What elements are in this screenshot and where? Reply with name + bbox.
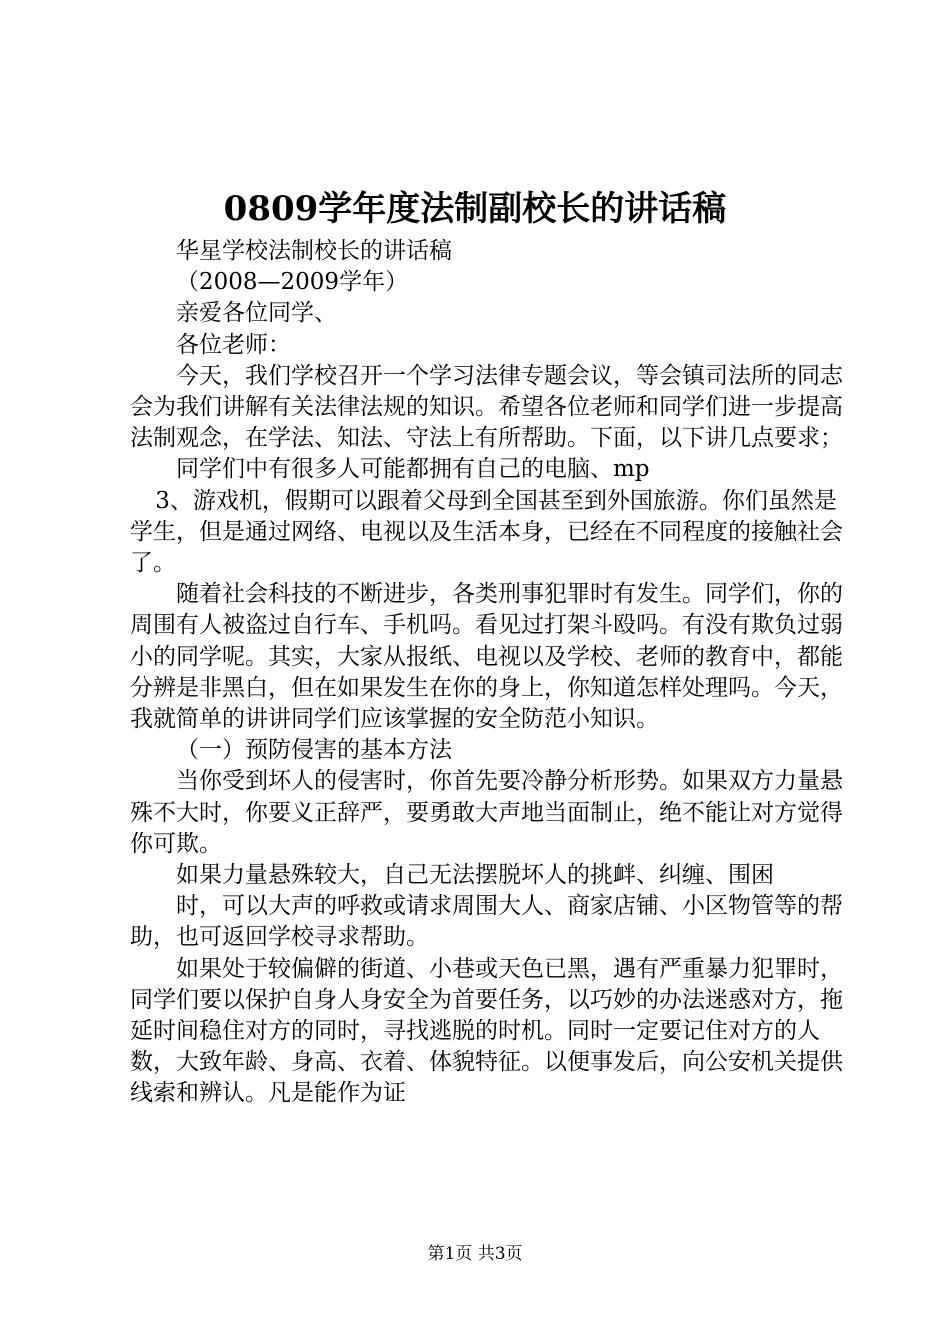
body-paragraph: 同学们中有很多人可能都拥有自己的电脑、mp (176, 456, 650, 483)
school-year-paragraph: （2008—2009学年） (176, 269, 409, 296)
document-title: 0809学年度法制副校长的讲话稿 (223, 189, 727, 229)
body-paragraph: 当你受到坏人的侵害时，你首先要冷静分析形势。如果双方力量悬殊不大时，你要义正辞严，要勇敢大声地当面制止，绝不能让对方觉得你可欺。 (130, 768, 843, 857)
body-paragraph: 3、游戏机，假期可以跟着父母到全国甚至到外国旅游。你们虽然是学生，但是通过网络、电视以及生活本身，已经在不同程度的接触社会了。 (130, 487, 843, 577)
body-paragraph: 时，可以大声的呼救或请求周围大人、商家店铺、小区物管等的帮助，也可返回学校寻求帮助。 (130, 893, 843, 951)
greeting-teachers: 各位老师： (176, 331, 291, 358)
subtitle-paragraph: 华星学校法制校长的讲话稿 (176, 238, 452, 264)
body-paragraph: 今天，我们学校召开一个学习法律专题会议，等会镇司法所的同志会为我们讲解有关法律法规的知识。希望各位老师和同学们进一步提高法制观念，在学法、知法、守法上有所帮助。下面，以下讲几点要求； (130, 362, 843, 452)
body-paragraph: 如果力量悬殊较大，自己无法摆脱坏人的挑衅、纠缠、围困 (176, 862, 774, 889)
section-heading: （一）预防侵害的基本方法 (176, 737, 452, 764)
document-body (130, 236, 850, 1110)
body-paragraph: 如果处于较偏僻的街道、小巷或天色已黑，遇有严重暴力犯罪时，同学们要以保护自身人身安全为首要任务，以巧妙的办法迷惑对方，拖延时间稳住对方的同时，寻找逃脱的时机。同时一定要记住对方的人数，大致年龄、身高、衣着、体貌特征。以便事发后，向公安机关提供线索和辨认。凡是能作为证 (130, 955, 843, 1107)
page-footer: 第1页 共3页 (427, 1244, 523, 1264)
greeting-students: 亲爱各位同学、 (176, 300, 337, 327)
body-paragraph: 随着社会科技的不断进步，各类刑事犯罪时有发生。同学们，你的周围有人被盗过自行车、手机吗。看见过打架斗殴吗。有没有欺负过弱小的同学呢。其实，大家从报纸、电视以及学校、老师的教育中，都能分辨是非黑白，但在如果发生在你的身上，你知道怎样处理吗。今天，我就简单的讲讲同学们应该掌握的安全防范小知识。 (130, 581, 843, 733)
